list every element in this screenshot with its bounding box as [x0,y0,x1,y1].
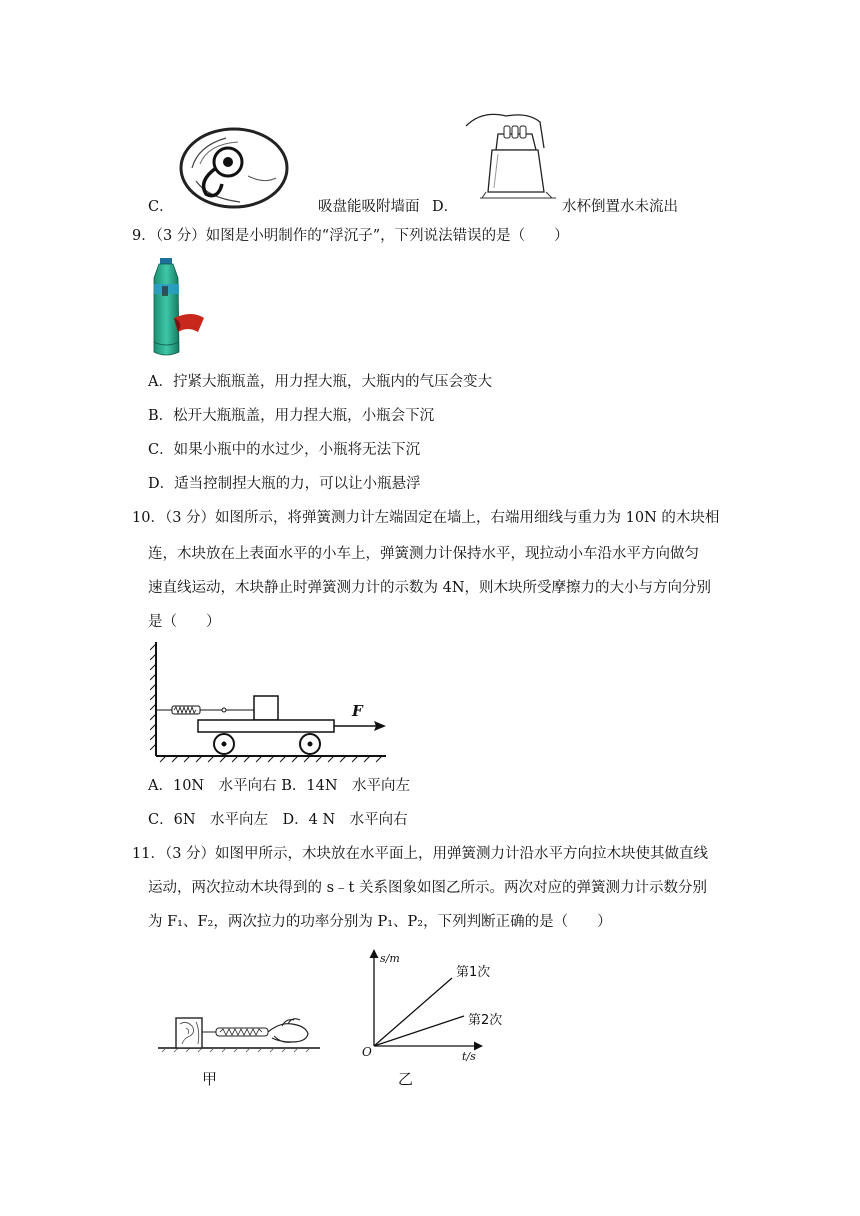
figure-yi-st-graph [356,944,526,1062]
q10-options-row-1: A．10N 水平向右 B．14N 水平向左 [148,778,411,794]
figure-jia-block-pulled [156,1004,324,1056]
q10-stem-line-2: 连，木块放在上表面水平的小车上，弹簧测力计保持水平，现拉动小车沿水平方向做匀 [148,546,699,562]
cartesian-diver-bottle-figure [148,256,210,360]
origin-label: O [362,1045,372,1059]
first-trial-label: 第1次 [456,965,491,980]
q11-stem-line-2: 运动，两次拉动木块得到的 s﹣t 关系图象如图乙所示。两次对应的弹簧测力计示数分别 [148,880,707,896]
y-axis-label: s/m [380,952,400,965]
line-first-trial [374,978,452,1046]
q10-options-row-2: C．6N 水平向左 D．4 N 水平向右 [148,812,408,828]
q8-option-c-text: 吸盘能吸附墙面 [318,199,420,215]
q8-option-d-text: 水杯倒置水未流出 [562,199,678,215]
q9-option-c: C．如果小瓶中的水过少，小瓶将无法下沉 [148,442,421,458]
force-label-f: F [352,702,363,720]
spring-scale-cart-figure [150,640,394,766]
x-axis-label: t/s [462,1050,476,1062]
suction-cup-figure [178,126,290,210]
q9-option-a: A．拧紧大瓶瓶盖，用力捏大瓶，大瓶内的气压会变大 [148,374,492,390]
q9-option-d: D．适当控制捏大瓶的力，可以让小瓶悬浮 [148,476,421,492]
second-trial-label: 第2次 [468,1013,503,1028]
q11-stem-line-3: 为 F₁、F₂，两次拉力的功率分别为 P₁、P₂，下列判断正确的是（ ） [148,914,612,930]
figure-yi-caption: 乙 [398,1070,414,1088]
q9-stem: 9．（3 分）如图是小明制作的“浮沉子”，下列说法错误的是（ ） [132,228,569,244]
q8-option-c-letter: C． [148,199,174,215]
q9-option-b: B．松开大瓶瓶盖，用力捏大瓶，小瓶会下沉 [148,408,435,424]
q10-stem-line-3: 速直线运动，木块静止时弹簧测力计的示数为 4N，则木块所受摩擦力的大小与方向分别 [148,580,712,596]
q10-stem-line-1: 10．（3 分）如图所示，将弹簧测力计左端固定在墙上，右端用细线与重力为 10N 的木块相 [132,510,720,526]
q10-stem-line-4: 是（ ） [148,614,221,630]
q8-option-d-letter: D． [432,199,459,215]
figure-jia-caption: 甲 [202,1070,218,1088]
line-second-trial [374,1016,464,1046]
q11-stem-line-1: 11．（3 分）如图甲所示，木块放在水平面上，用弹簧测力计沿水平方向拉木块使其做直线 [132,846,709,862]
inverted-cup-figure [462,108,562,208]
